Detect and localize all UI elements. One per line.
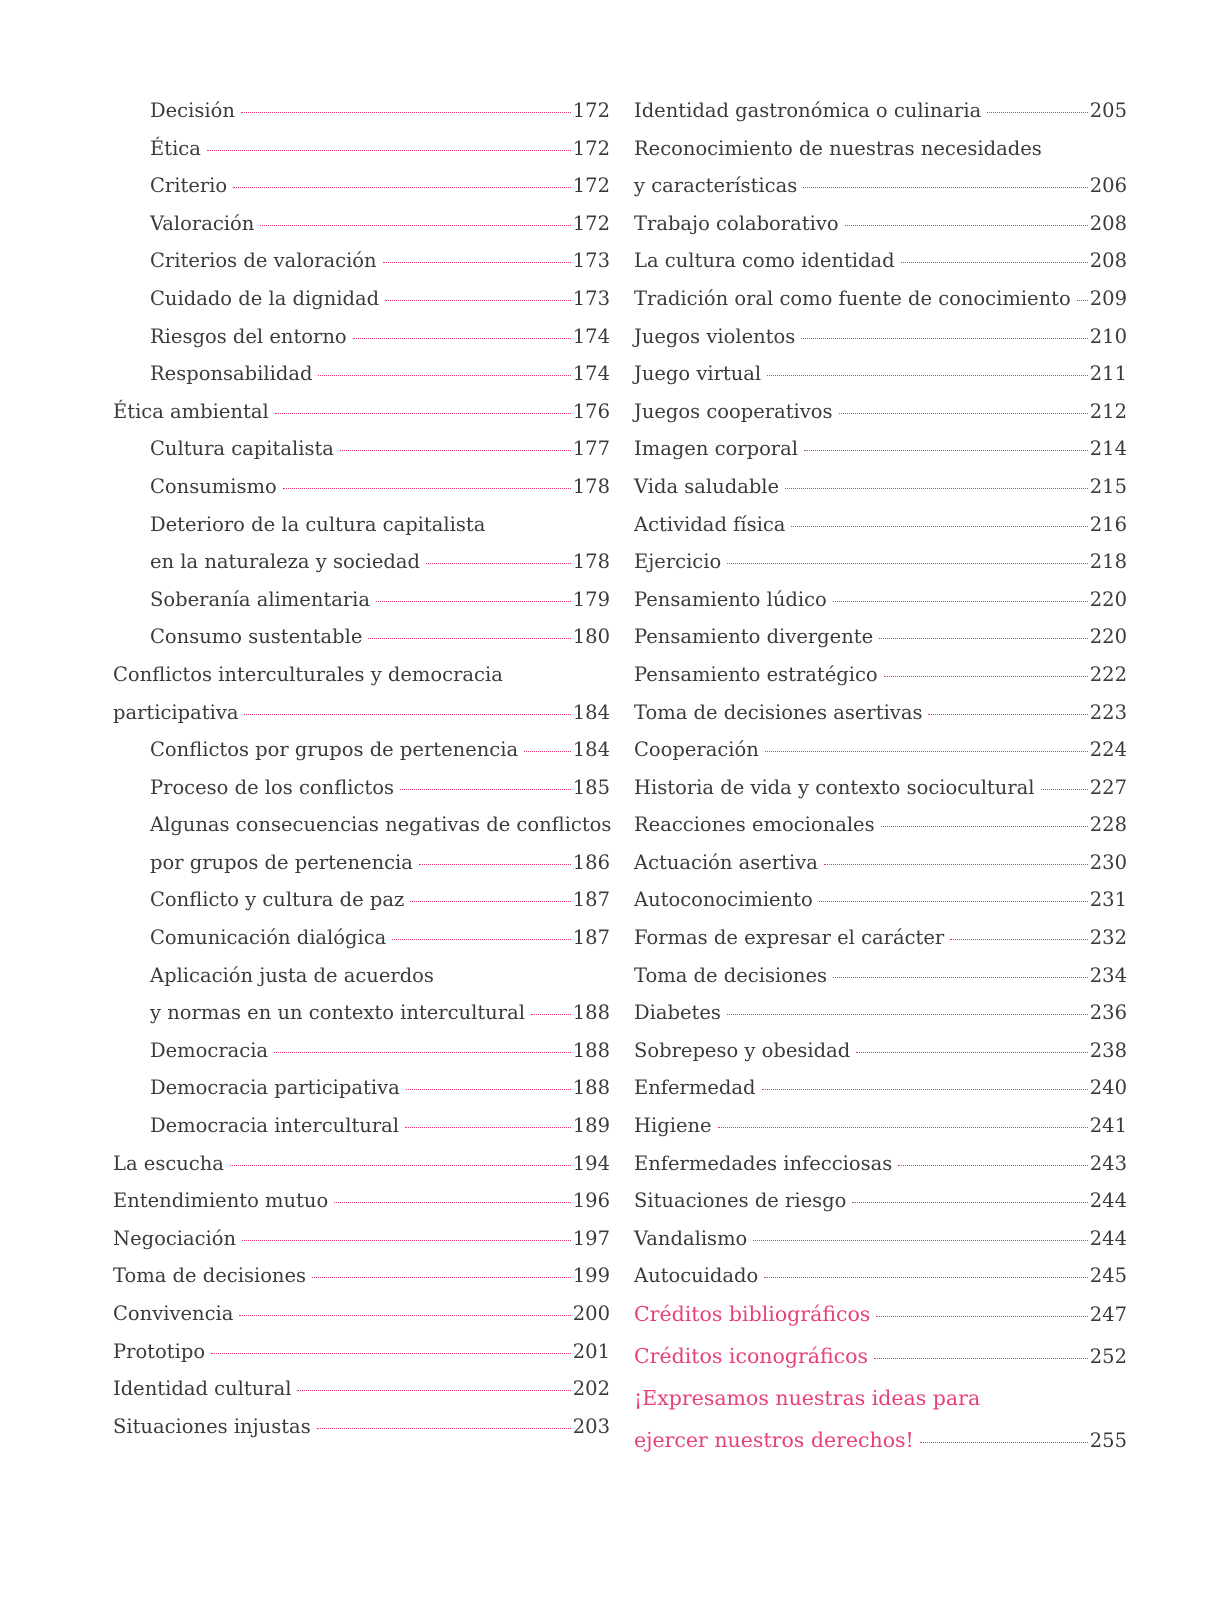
dot-leader xyxy=(852,1202,1087,1203)
toc-entry[interactable] xyxy=(634,851,1127,889)
toc-page-number: 177 xyxy=(572,437,610,461)
toc-entry-title: Imagen corporal xyxy=(634,437,798,461)
toc-entry-title: Toma de decisiones xyxy=(113,1264,307,1288)
dot-leader xyxy=(275,413,571,414)
toc-entry-title: Situaciones injustas xyxy=(113,1414,311,1438)
toc-entry-title: Juegos violentos xyxy=(634,324,796,348)
toc-page-number: 176 xyxy=(572,399,610,423)
dot-leader xyxy=(376,601,571,602)
dot-leader xyxy=(762,1089,1088,1090)
toc-entry[interactable] xyxy=(113,1302,610,1340)
dot-leader xyxy=(785,488,1088,489)
toc-entry-title: Comunicación dialógica xyxy=(150,926,387,950)
dot-leader xyxy=(426,563,571,564)
toc-entry[interactable] xyxy=(113,437,610,475)
toc-entry[interactable] xyxy=(634,437,1127,475)
toc-entry[interactable] xyxy=(634,738,1127,776)
dot-leader xyxy=(845,225,1088,226)
toc-entry-title: Valoración xyxy=(150,211,255,235)
toc-entry-title: Consumismo xyxy=(150,474,277,498)
toc-page-number: 199 xyxy=(572,1264,610,1288)
toc-entry[interactable] xyxy=(113,1264,610,1302)
toc-entry-title: Vandalismo xyxy=(634,1226,748,1250)
dot-leader xyxy=(791,526,1087,527)
dot-leader xyxy=(318,375,570,376)
toc-page-number: 208 xyxy=(1089,211,1127,235)
toc-entry[interactable] xyxy=(634,1428,1127,1470)
toc-entry-title: Historia de vida y contexto sociocultural xyxy=(634,775,1035,799)
toc-page-number: 202 xyxy=(572,1377,610,1401)
toc-page-number: 184 xyxy=(572,700,610,724)
toc-entry-title: en la naturaleza y sociedad xyxy=(150,550,421,574)
toc-page-number: 220 xyxy=(1089,587,1127,611)
toc-entry[interactable] xyxy=(113,1039,610,1077)
dot-leader xyxy=(901,262,1088,263)
toc-entry-title: Pensamiento estratégico xyxy=(634,662,878,686)
dot-leader xyxy=(406,1089,571,1090)
toc-page-number: 185 xyxy=(572,775,610,799)
toc-entry-title: Democracia participativa xyxy=(150,1076,400,1100)
dot-leader xyxy=(727,1014,1088,1015)
toc-entry-title: Higiene xyxy=(634,1114,712,1138)
toc-page-number: 197 xyxy=(572,1226,610,1250)
dot-leader xyxy=(211,1353,571,1354)
toc-entry[interactable] xyxy=(113,926,610,964)
toc-page-number: 179 xyxy=(572,587,610,611)
dot-leader xyxy=(819,901,1088,902)
toc-page-number: 220 xyxy=(1089,625,1127,649)
dot-leader xyxy=(987,112,1088,113)
toc-entry-title: Prototipo xyxy=(113,1339,206,1363)
toc-entry-title: Sobrepeso y obesidad xyxy=(634,1038,851,1062)
dot-leader xyxy=(753,1240,1087,1241)
dot-leader xyxy=(884,676,1088,677)
toc-entry-title: Cuidado de la dignidad xyxy=(150,286,380,310)
toc-entry[interactable] xyxy=(113,1340,610,1378)
toc-entry-title: Juegos cooperativos xyxy=(634,399,833,423)
toc-entry-title: Ética ambiental xyxy=(113,399,269,423)
toc-page-number: 236 xyxy=(1089,1001,1127,1025)
toc-entry[interactable] xyxy=(113,1152,610,1190)
toc-entry-title: Democracia intercultural xyxy=(150,1114,400,1138)
toc-entry-title: Criterios de valoración xyxy=(150,249,377,273)
toc-page-number: 232 xyxy=(1089,926,1127,950)
toc-entry[interactable] xyxy=(634,137,1127,175)
toc-page-number: 227 xyxy=(1089,775,1127,799)
toc-entry-title: Enfermedad xyxy=(634,1076,756,1100)
dot-leader xyxy=(881,826,1088,827)
dot-leader xyxy=(803,187,1088,188)
toc-page-number: 255 xyxy=(1089,1429,1127,1452)
toc-page-number: 184 xyxy=(572,738,610,762)
toc-entry-title: Situaciones de riesgo xyxy=(634,1189,847,1213)
toc-page-number: 230 xyxy=(1089,850,1127,874)
toc-page-number: 238 xyxy=(1089,1038,1127,1062)
toc-page-number: 200 xyxy=(572,1302,610,1325)
toc-entry-title: Soberanía alimentaria xyxy=(150,587,371,611)
toc-page-number: 172 xyxy=(572,99,610,122)
toc-page-number: 196 xyxy=(572,1189,610,1213)
dot-leader xyxy=(297,1390,570,1391)
toc-page-number: 211 xyxy=(1089,362,1127,386)
toc-entry-title: Actividad física xyxy=(634,512,786,536)
dot-leader xyxy=(334,1202,571,1203)
toc-entry[interactable] xyxy=(113,888,610,926)
toc-entry[interactable] xyxy=(634,287,1127,325)
toc-entry[interactable] xyxy=(634,1039,1127,1077)
dot-leader xyxy=(824,864,1088,865)
toc-entry-title: Juego virtual xyxy=(634,362,762,386)
toc-page-number: 244 xyxy=(1089,1226,1127,1250)
dot-leader xyxy=(1077,300,1088,301)
toc-entry[interactable] xyxy=(634,362,1127,400)
toc-entry-title: Conflictos interculturales y democracia xyxy=(113,662,503,686)
toc-page-number: 189 xyxy=(572,1114,610,1138)
toc-entry[interactable] xyxy=(113,287,610,325)
toc-page-number: 172 xyxy=(572,136,610,160)
dot-leader xyxy=(531,1014,571,1015)
toc-entry-title: Deterioro de la cultura capitalista xyxy=(150,512,486,536)
dot-leader xyxy=(385,300,571,301)
dot-leader xyxy=(801,338,1088,339)
toc-page-number: 187 xyxy=(572,926,610,950)
dot-leader xyxy=(317,1428,571,1429)
dot-leader xyxy=(879,638,1088,639)
toc-entry-title: Convivencia xyxy=(113,1302,234,1325)
toc-page-number: 244 xyxy=(1089,1189,1127,1213)
dot-leader xyxy=(524,751,571,752)
toc-entry-title: ejercer nuestros derechos! xyxy=(634,1428,914,1452)
toc-entry[interactable] xyxy=(113,1227,610,1265)
toc-entry[interactable] xyxy=(113,1189,610,1227)
dot-leader xyxy=(765,751,1088,752)
toc-entry[interactable] xyxy=(634,1076,1127,1114)
toc-entry-title: Algunas consecuencias negativas de conflictos xyxy=(150,813,612,837)
toc-entry[interactable] xyxy=(634,1227,1127,1265)
toc-entry-title: y normas en un contexto intercultural xyxy=(150,1001,525,1025)
toc-entry[interactable] xyxy=(113,851,610,889)
toc-left-column xyxy=(113,99,610,1452)
dot-leader xyxy=(244,714,570,715)
toc-page-number: 210 xyxy=(1089,324,1127,348)
toc-entry[interactable] xyxy=(634,550,1127,588)
toc-entry-title: Conflictos por grupos de pertenencia xyxy=(150,738,519,762)
toc-entry[interactable] xyxy=(634,813,1127,851)
toc-page-number: 172 xyxy=(572,174,610,198)
toc-entry-title: Tradición oral como fuente de conocimiento xyxy=(634,286,1071,310)
toc-entry[interactable] xyxy=(634,926,1127,964)
toc-entry[interactable] xyxy=(634,663,1127,701)
toc-page-number: 214 xyxy=(1089,437,1127,461)
toc-entry-title: Responsabilidad xyxy=(150,362,313,386)
toc-entry-title: Ética xyxy=(150,136,201,160)
dot-leader xyxy=(312,1277,571,1278)
toc-page-number: 188 xyxy=(572,1076,610,1100)
toc-entry-title: Trabajo colaborativo xyxy=(634,211,839,235)
toc-page-number: 206 xyxy=(1089,174,1127,198)
toc-entry-title: Créditos bibliográficos xyxy=(634,1302,871,1326)
toc-entry-title: Entendimiento mutuo xyxy=(113,1189,329,1213)
toc-entry[interactable] xyxy=(113,400,610,438)
toc-entry-title: Formas de expresar el carácter xyxy=(634,926,945,950)
dot-leader xyxy=(767,375,1088,376)
toc-entry[interactable] xyxy=(113,663,610,701)
toc-entry[interactable] xyxy=(634,1114,1127,1152)
toc-entry[interactable] xyxy=(113,964,610,1002)
dot-leader xyxy=(950,939,1088,940)
toc-page-number: 241 xyxy=(1089,1114,1127,1138)
toc-entry[interactable] xyxy=(113,99,610,137)
toc-entry-title: Proceso de los conflictos xyxy=(150,775,394,799)
toc-entry[interactable] xyxy=(634,513,1127,551)
toc-page-number: 243 xyxy=(1089,1151,1127,1175)
dot-leader xyxy=(392,939,570,940)
toc-page-number: 203 xyxy=(572,1414,610,1438)
toc-entry[interactable] xyxy=(634,400,1127,438)
toc-entry[interactable] xyxy=(634,174,1127,212)
toc-entry[interactable] xyxy=(634,588,1127,626)
toc-page-number: 252 xyxy=(1089,1345,1127,1368)
dot-leader xyxy=(274,1052,571,1053)
dot-leader xyxy=(920,1442,1088,1443)
toc-entry[interactable] xyxy=(634,249,1127,287)
dot-leader xyxy=(1041,789,1088,790)
toc-page-number: 234 xyxy=(1089,963,1127,987)
toc-page-number: 224 xyxy=(1089,738,1127,762)
dot-leader xyxy=(727,563,1088,564)
dot-leader xyxy=(400,789,571,790)
dot-leader xyxy=(898,1165,1088,1166)
dot-leader xyxy=(833,977,1088,978)
toc-page-number: 178 xyxy=(572,550,610,574)
dot-leader xyxy=(260,225,570,226)
dot-leader xyxy=(241,112,571,113)
dot-leader xyxy=(718,1127,1088,1128)
toc-entry[interactable] xyxy=(113,475,610,513)
toc-page-number: 208 xyxy=(1089,249,1127,273)
toc-page-number: 247 xyxy=(1089,1303,1127,1326)
toc-entry[interactable] xyxy=(113,513,610,551)
toc-page-number: 187 xyxy=(572,888,610,912)
toc-page-number: 188 xyxy=(572,1001,610,1025)
toc-entry[interactable] xyxy=(113,174,610,212)
toc-entry[interactable] xyxy=(113,813,610,851)
toc-entry[interactable] xyxy=(634,1001,1127,1039)
toc-page-number: 216 xyxy=(1089,512,1127,536)
toc-page-number: 172 xyxy=(572,211,610,235)
toc-entry[interactable] xyxy=(113,738,610,776)
toc-entry-title: Consumo sustentable xyxy=(150,625,363,649)
toc-page-number: 218 xyxy=(1089,550,1127,574)
toc-entry-title: Aplicación justa de acuerdos xyxy=(150,963,434,987)
toc-page-number: 174 xyxy=(572,362,610,386)
dot-leader xyxy=(405,1127,571,1128)
toc-entry-title: Pensamiento lúdico xyxy=(634,587,827,611)
dot-leader xyxy=(928,714,1087,715)
toc-page-number: 186 xyxy=(572,850,610,874)
toc-right-column xyxy=(634,99,1127,1470)
toc-entry-title: por grupos de pertenencia xyxy=(150,850,413,874)
toc-page-number: 201 xyxy=(572,1339,610,1363)
toc-entry-title: Diabetes xyxy=(634,1001,721,1025)
toc-entry[interactable] xyxy=(634,475,1127,513)
toc-entry-title: ¡Expresamos nuestras ideas para xyxy=(634,1386,981,1410)
toc-page-number: 178 xyxy=(572,474,610,498)
toc-entry[interactable] xyxy=(113,212,610,250)
dot-leader xyxy=(419,864,571,865)
toc-entry-title: Autoconocimiento xyxy=(634,888,813,912)
toc-entry[interactable] xyxy=(634,1386,1127,1428)
dot-leader xyxy=(239,1315,570,1316)
toc-entry-title: y características xyxy=(634,174,798,198)
toc-entry[interactable] xyxy=(634,701,1127,739)
toc-entry[interactable] xyxy=(113,1001,610,1039)
toc-entry[interactable] xyxy=(113,625,610,663)
toc-entry-title: Vida saludable xyxy=(634,474,780,498)
toc-entry-title: Toma de decisiones xyxy=(634,963,828,987)
toc-entry-title: Pensamiento divergente xyxy=(634,625,874,649)
toc-entry-title: Negociación xyxy=(113,1226,237,1250)
toc-entry-title: Cultura capitalista xyxy=(150,437,334,461)
dot-leader xyxy=(233,187,571,188)
toc-page-number: 231 xyxy=(1089,888,1127,912)
toc-entry[interactable] xyxy=(634,625,1127,663)
toc-entry-title: Toma de decisiones asertivas xyxy=(634,700,923,724)
toc-entry-title: participativa xyxy=(113,700,239,724)
toc-page-number: 174 xyxy=(572,324,610,348)
toc-entry-title: Créditos iconográficos xyxy=(634,1344,868,1368)
toc-entry-title: La escucha xyxy=(113,1151,224,1175)
toc-page-number: 215 xyxy=(1089,474,1127,498)
dot-leader xyxy=(874,1358,1088,1359)
dot-leader xyxy=(876,1316,1087,1317)
dot-leader xyxy=(839,413,1088,414)
toc-entry[interactable] xyxy=(113,1114,610,1152)
toc-entry[interactable] xyxy=(113,362,610,400)
toc-entry[interactable] xyxy=(113,1377,610,1415)
toc-entry[interactable] xyxy=(113,1415,610,1453)
toc-entry[interactable] xyxy=(634,325,1127,363)
dot-leader xyxy=(764,1277,1088,1278)
dot-leader xyxy=(242,1240,571,1241)
toc-entry-title: Decisión xyxy=(150,99,235,122)
dot-leader xyxy=(383,262,571,263)
toc-entry[interactable] xyxy=(113,249,610,287)
toc-entry-title: Autocuidado xyxy=(634,1264,759,1288)
toc-entry[interactable] xyxy=(113,550,610,588)
dot-leader xyxy=(368,638,570,639)
toc-entry-title: Identidad gastronómica o culinaria xyxy=(634,99,982,122)
toc-page-number: 180 xyxy=(572,625,610,649)
toc-page-number: 205 xyxy=(1089,99,1127,122)
toc-entry[interactable] xyxy=(634,1152,1127,1190)
toc-page-number: 212 xyxy=(1089,399,1127,423)
toc-entry[interactable] xyxy=(634,964,1127,1002)
toc-page-number: 173 xyxy=(572,249,610,273)
toc-entry[interactable] xyxy=(634,1189,1127,1227)
toc-entry-title: Cooperación xyxy=(634,738,759,762)
toc-page-number: 240 xyxy=(1089,1076,1127,1100)
dot-leader xyxy=(804,450,1088,451)
dot-leader xyxy=(230,1165,571,1166)
dot-leader xyxy=(833,601,1088,602)
dot-leader xyxy=(410,901,571,902)
toc-entry[interactable] xyxy=(634,1344,1127,1386)
dot-leader xyxy=(856,1052,1088,1053)
toc-page-number: 209 xyxy=(1089,286,1127,310)
toc-entry-title: Criterio xyxy=(150,174,228,198)
toc-entry-title: Conflicto y cultura de paz xyxy=(150,888,405,912)
toc-entry[interactable] xyxy=(634,888,1127,926)
toc-entry[interactable] xyxy=(634,1264,1127,1302)
toc-entry-title: Reacciones emocionales xyxy=(634,813,875,837)
toc-page-number: 173 xyxy=(572,286,610,310)
toc-page-number: 194 xyxy=(572,1151,610,1175)
dot-leader xyxy=(207,150,571,151)
toc-entry-title: Enfermedades infecciosas xyxy=(634,1151,893,1175)
toc-entry[interactable] xyxy=(113,325,610,363)
toc-entry-title: Riesgos del entorno xyxy=(150,324,347,348)
toc-entry-title: Reconocimiento de nuestras necesidades xyxy=(634,136,1042,160)
toc-page-number: 228 xyxy=(1089,813,1127,837)
toc-page-number: 222 xyxy=(1089,662,1127,686)
dot-leader xyxy=(353,338,571,339)
toc-entry-title: Identidad cultural xyxy=(113,1377,292,1401)
toc-page-number: 188 xyxy=(572,1038,610,1062)
toc-page-number: 223 xyxy=(1089,700,1127,724)
toc-entry-title: Actuación asertiva xyxy=(634,850,818,874)
toc-entry[interactable] xyxy=(113,1076,610,1114)
toc-entry[interactable] xyxy=(634,776,1127,814)
toc-entry-title: La cultura como identidad xyxy=(634,249,895,273)
dot-leader xyxy=(340,450,571,451)
toc-entry[interactable] xyxy=(113,776,610,814)
toc-entry[interactable] xyxy=(113,588,610,626)
dot-leader xyxy=(283,488,571,489)
toc-entry[interactable] xyxy=(113,137,610,175)
toc-entry-title: Democracia xyxy=(150,1038,269,1062)
toc-entry-title: Ejercicio xyxy=(634,550,722,574)
toc-entry[interactable] xyxy=(634,99,1127,137)
toc-entry[interactable] xyxy=(634,212,1127,250)
toc-entry[interactable] xyxy=(634,1302,1127,1344)
toc-page-number: 245 xyxy=(1089,1264,1127,1288)
toc-entry[interactable] xyxy=(113,701,610,739)
